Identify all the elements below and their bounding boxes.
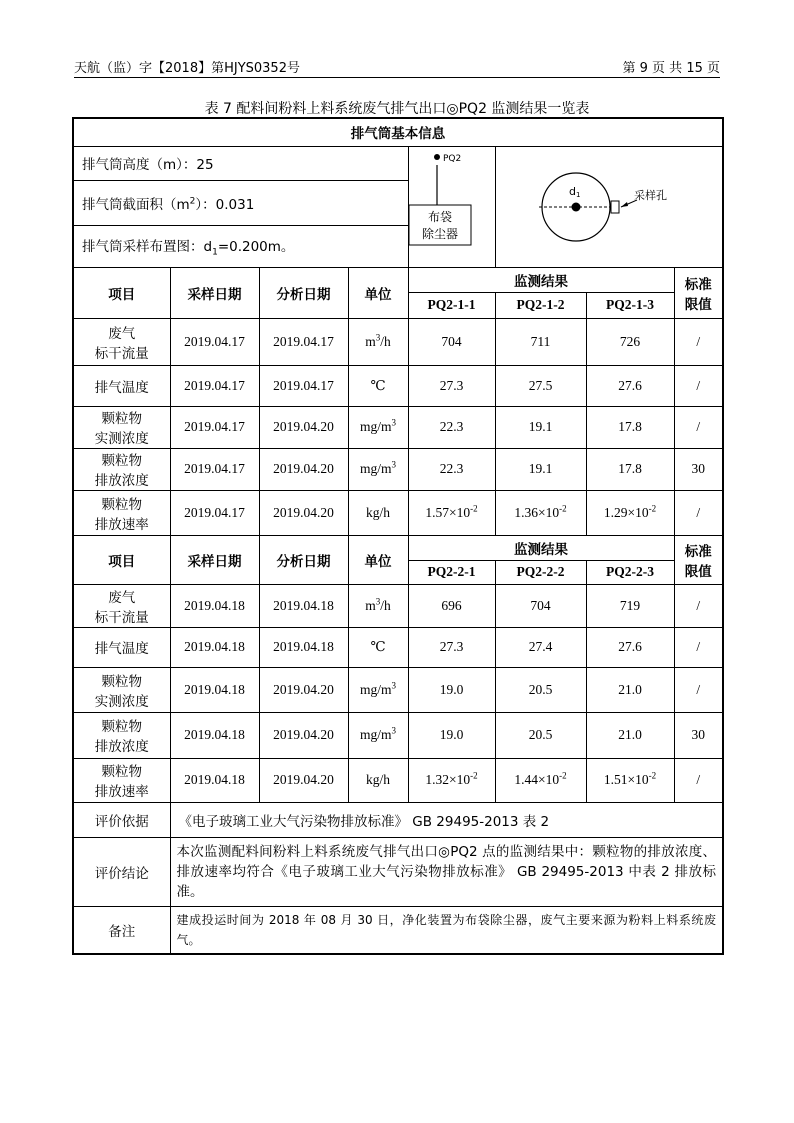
sampling-hole-icon bbox=[611, 201, 619, 213]
cross-section-diagram bbox=[509, 155, 709, 255]
value-3: 17.8 bbox=[586, 406, 674, 448]
item-name: 颗粒物 排放浓度 bbox=[73, 448, 170, 490]
value-1: 696 bbox=[408, 584, 495, 627]
table-row bbox=[73, 584, 723, 627]
monitoring-table bbox=[72, 117, 724, 955]
col-sample-date: 采样日期 bbox=[170, 535, 259, 584]
value-1: 22.3 bbox=[408, 448, 495, 490]
analysis-date: 2019.04.20 bbox=[259, 406, 348, 448]
basis-text: 《电子玻璃工业大气污染物排放标准》 GB 29495-2013 表 2 bbox=[170, 802, 723, 837]
sampling-point-icon bbox=[571, 202, 580, 211]
standard-limit: / bbox=[674, 627, 723, 667]
table-row bbox=[73, 712, 723, 758]
table-row bbox=[73, 406, 723, 448]
table-caption: 表 7 配料间粉料上料系统废气排气出口◎PQ2 监测结果一览表 bbox=[204, 101, 590, 117]
col-unit: 单位 bbox=[348, 535, 408, 584]
sample-date: 2019.04.17 bbox=[170, 365, 259, 406]
analysis-date: 2019.04.18 bbox=[259, 584, 348, 627]
stack-area: 排气筒截面积$(m^2)$：0.031 bbox=[73, 181, 408, 226]
sample-date: 2019.04.18 bbox=[170, 584, 259, 627]
item-name: 颗粒物 排放浓度 bbox=[73, 712, 170, 758]
value-1: 27.3 bbox=[408, 365, 495, 406]
sample-date: 2019.04.18 bbox=[170, 627, 259, 667]
diagram-box-line1: 布袋 bbox=[427, 209, 452, 224]
value-1: 19.0 bbox=[408, 712, 495, 758]
unit: $m^3/h$ bbox=[348, 584, 408, 627]
stack-info-title: 排气筒基本信息 bbox=[73, 118, 723, 146]
col-analysis-date: 分析日期 bbox=[259, 267, 348, 318]
page-header bbox=[74, 55, 720, 78]
cross-section-cell bbox=[495, 146, 723, 267]
standard-limit: / bbox=[674, 406, 723, 448]
value-2: 20.5 bbox=[495, 712, 586, 758]
standard-limit: / bbox=[674, 758, 723, 802]
value-3: $1.29\times 10^{-2}$ bbox=[586, 490, 674, 535]
unit: $mg/m^3$ bbox=[348, 667, 408, 712]
group2-rows bbox=[73, 584, 723, 802]
value-1: 704 bbox=[408, 318, 495, 365]
sample-date: 2019.04.18 bbox=[170, 712, 259, 758]
page-number: 第 9 页 共 15 页 bbox=[622, 61, 720, 76]
sampling-hole-label: 采样孔 bbox=[633, 188, 667, 202]
analysis-date: 2019.04.17 bbox=[259, 318, 348, 365]
item-name: 颗粒物 实测浓度 bbox=[73, 667, 170, 712]
group1-rows bbox=[73, 318, 723, 535]
item-name: 排气温度 bbox=[73, 627, 170, 667]
sample-date: 2019.04.17 bbox=[170, 448, 259, 490]
standard-limit: / bbox=[674, 490, 723, 535]
col-results: 监测结果 bbox=[408, 267, 674, 292]
dust-collector-diagram bbox=[409, 147, 495, 263]
table-row bbox=[73, 627, 723, 667]
unit: ℃ bbox=[348, 627, 408, 667]
stack-height: 排气筒高度（m）：25 bbox=[73, 146, 408, 181]
value-2: 19.1 bbox=[495, 406, 586, 448]
sample-date: 2019.04.17 bbox=[170, 406, 259, 448]
standard-limit: 30 bbox=[674, 448, 723, 490]
item-name: 颗粒物 实测浓度 bbox=[73, 406, 170, 448]
value-3: 719 bbox=[586, 584, 674, 627]
value-1: 27.3 bbox=[408, 627, 495, 667]
value-1: 22.3 bbox=[408, 406, 495, 448]
col-sample-2: PQ2-1-2 bbox=[495, 292, 586, 318]
standard-limit: 30 bbox=[674, 712, 723, 758]
value-3: 726 bbox=[586, 318, 674, 365]
value-2: 711 bbox=[495, 318, 586, 365]
standard-limit: / bbox=[674, 667, 723, 712]
analysis-date: 2019.04.20 bbox=[259, 667, 348, 712]
basis-label: 评价依据 bbox=[73, 802, 170, 837]
standard-limit: / bbox=[674, 318, 723, 365]
sample-date: 2019.04.17 bbox=[170, 490, 259, 535]
col-item: 项目 bbox=[73, 267, 170, 318]
col-limit: 标准 限值 bbox=[674, 535, 723, 584]
unit: kg/h bbox=[348, 758, 408, 802]
value-3: $1.51\times 10^{-2}$ bbox=[586, 758, 674, 802]
col-analysis-date: 分析日期 bbox=[259, 535, 348, 584]
item-name: 颗粒物 排放速率 bbox=[73, 490, 170, 535]
value-1: $1.32\times 10^{-2}$ bbox=[408, 758, 495, 802]
analysis-date: 2019.04.17 bbox=[259, 365, 348, 406]
stack-point-icon bbox=[434, 154, 440, 160]
table-row bbox=[73, 667, 723, 712]
item-name: 颗粒物 排放速率 bbox=[73, 758, 170, 802]
stack-layout: 排气筒采样布置图：$d_1=0.200m$。 bbox=[73, 226, 408, 267]
value-2: $1.44\times 10^{-2}$ bbox=[495, 758, 586, 802]
unit: kg/h bbox=[348, 490, 408, 535]
value-2: 704 bbox=[495, 584, 586, 627]
conclusion-text: 本次监测配料间粉料上料系统废气排气出口◎PQ2 点的监测结果中：颗粒物的排放浓度、排放速率均符合《电子玻璃工业大气污染物排放标准》 GB 29495-2013 中表 2 排放标准。 bbox=[170, 837, 723, 906]
analysis-date: 2019.04.20 bbox=[259, 758, 348, 802]
analysis-date: 2019.04.20 bbox=[259, 712, 348, 758]
analysis-date: 2019.04.20 bbox=[259, 448, 348, 490]
unit: $m^3/h$ bbox=[348, 318, 408, 365]
col-results: 监测结果 bbox=[408, 535, 674, 560]
value-1: $1.57\times 10^{-2}$ bbox=[408, 490, 495, 535]
unit: $mg/m^3$ bbox=[348, 406, 408, 448]
value-2: $1.36\times 10^{-2}$ bbox=[495, 490, 586, 535]
value-1: 19.0 bbox=[408, 667, 495, 712]
conclusion-label: 评价结论 bbox=[73, 837, 170, 906]
remark-text: 建成投运时间为 2018 年 08 月 30 日，净化装置为布袋除尘器，废气主要来源为粉料上料系统废气。 bbox=[170, 906, 723, 954]
col-sample-date: 采样日期 bbox=[170, 267, 259, 318]
sample-date: 2019.04.17 bbox=[170, 318, 259, 365]
table-row bbox=[73, 758, 723, 802]
value-3: 27.6 bbox=[586, 627, 674, 667]
analysis-date: 2019.04.20 bbox=[259, 490, 348, 535]
diagram-pq-label: PQ2 bbox=[442, 153, 461, 164]
standard-limit: / bbox=[674, 584, 723, 627]
sample-date: 2019.04.18 bbox=[170, 667, 259, 712]
value-3: 17.8 bbox=[586, 448, 674, 490]
unit: $mg/m^3$ bbox=[348, 448, 408, 490]
table-row bbox=[73, 448, 723, 490]
value-2: 27.4 bbox=[495, 627, 586, 667]
svg-text:d1: d1 bbox=[568, 184, 581, 199]
table-row bbox=[73, 490, 723, 535]
value-2: 27.5 bbox=[495, 365, 586, 406]
item-name: 排气温度 bbox=[73, 365, 170, 406]
table-row bbox=[73, 365, 723, 406]
stack-diagram-cell bbox=[408, 146, 495, 267]
col-sample-1: PQ2-2-1 bbox=[408, 560, 495, 584]
report-number: 天航（监）字【2018】第HJYS0352号 bbox=[74, 61, 300, 76]
value-2: 20.5 bbox=[495, 667, 586, 712]
col-sample-2: PQ2-2-2 bbox=[495, 560, 586, 584]
col-unit: 单位 bbox=[348, 267, 408, 318]
remark-label: 备注 bbox=[73, 906, 170, 954]
col-sample-1: PQ2-1-1 bbox=[408, 292, 495, 318]
analysis-date: 2019.04.18 bbox=[259, 627, 348, 667]
value-3: 21.0 bbox=[586, 667, 674, 712]
col-sample-3: PQ2-1-3 bbox=[586, 292, 674, 318]
value-3: 27.6 bbox=[586, 365, 674, 406]
item-name: 废气 标干流量 bbox=[73, 318, 170, 365]
value-2: 19.1 bbox=[495, 448, 586, 490]
col-item: 项目 bbox=[73, 535, 170, 584]
diagram-box-line2: 除尘器 bbox=[421, 226, 458, 241]
item-name: 废气 标干流量 bbox=[73, 584, 170, 627]
value-3: 21.0 bbox=[586, 712, 674, 758]
col-sample-3: PQ2-2-3 bbox=[586, 560, 674, 584]
sample-date: 2019.04.18 bbox=[170, 758, 259, 802]
unit: ℃ bbox=[348, 365, 408, 406]
unit: $mg/m^3$ bbox=[348, 712, 408, 758]
standard-limit: / bbox=[674, 365, 723, 406]
col-limit: 标准 限值 bbox=[674, 267, 723, 318]
table-row bbox=[73, 318, 723, 365]
